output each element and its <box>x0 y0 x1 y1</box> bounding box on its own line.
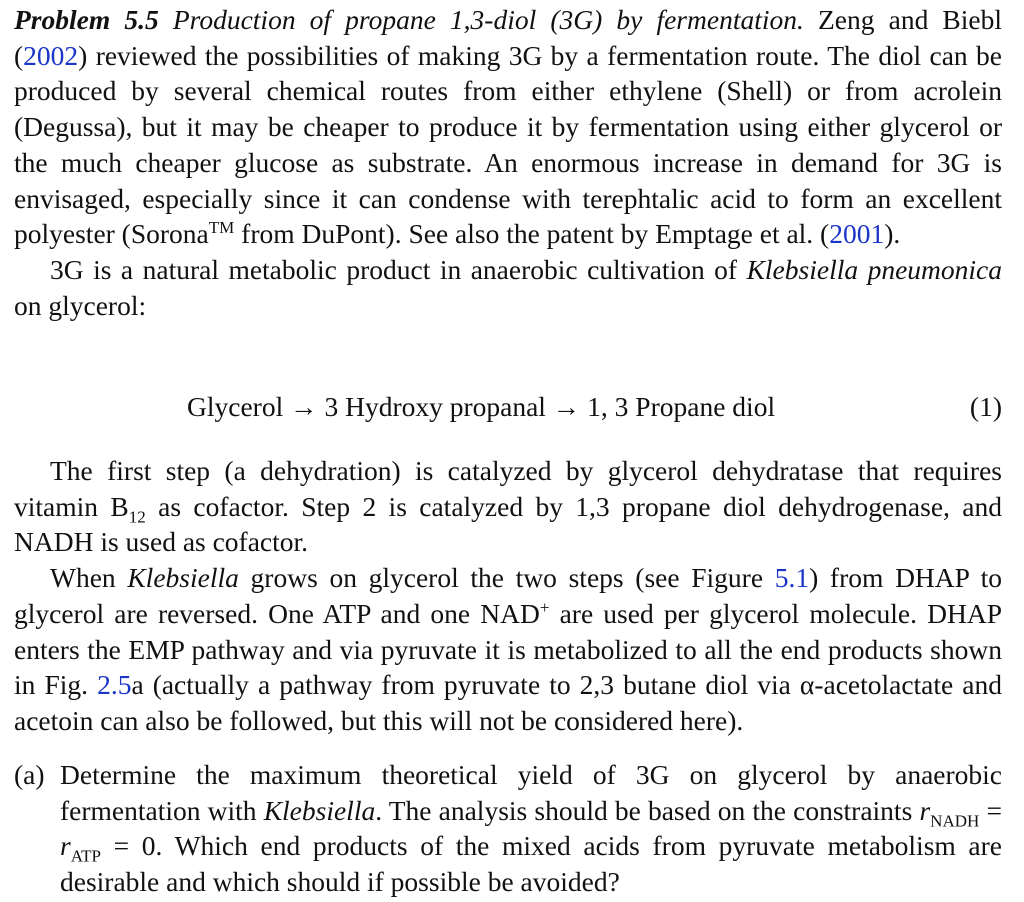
pathway-text-3: ) from DHAP to glycerol are reversed. One ATP and one NAD <box>14 562 1002 629</box>
pathway-text-5: a (actually a pathway from pyruvate to 2,3 butane diol via α-acetolactate and acetoin can also be followed, but this will not be considered here). <box>14 669 1002 736</box>
rate-symbol-atp: r <box>60 830 71 862</box>
question-text-3: . Which end products of the mixed acids from pyruvate metabolism are desirable and which should if possible be avoided? <box>60 830 1002 898</box>
problem-title: Production of propane 1,3-diol (3G) by fermentation. <box>172 4 804 35</box>
klebsiella-text-2: on glycerol: <box>14 289 147 321</box>
species-name: Klebsiella pneumonica <box>746 253 1002 285</box>
reference-link-emptage[interactable]: 2001 <box>829 218 885 250</box>
dehydration-paragraph <box>14 453 1002 560</box>
problem-intro-paragraph <box>14 2 1002 252</box>
problem-text-2: ) reviewed the possibilities of making 3G by a fermentation route. The diol can be produced by several chemical routes from either ethylene (Shell) or from acrolein (Degussa), but it may be cheaper to produce it by fermentation using either glycerol or the much cheaper glucose as substrate. An enormous increase in demand for 3G is envisaged, especially since it can condense with terephtalic acid to form an excellent polyester (Sorona <box>14 39 1002 250</box>
figure-link-5-1[interactable]: 5.1 <box>774 562 810 594</box>
equation-text: Glycerol → 3 Hydroxy propanal → 1, 3 Propane diol <box>187 391 776 422</box>
problem-text-1: Zeng and Biebl ( <box>14 4 1003 71</box>
mechanism-section <box>14 453 1002 739</box>
problem-text-3: from DuPont). See also the patent by Emptage et al. ( <box>234 218 830 250</box>
question-text-1: Determine the maximum theoretical yield of 3G on glycerol by anaerobic fermentation with <box>60 759 1002 826</box>
klebsiella-paragraph <box>14 252 1002 323</box>
question-text <box>60 757 1002 900</box>
question-a <box>14 757 1002 900</box>
pathway-paragraph <box>14 560 1002 739</box>
pathway-text-4: are used per glycerol molecule. DHAP enters the EMP pathway and via pyruvate it is metabolized to all the end products shown in Fig. <box>14 597 1002 701</box>
pathway-text-1: When <box>50 562 128 594</box>
dehydration-text-2: as cofactor. Step 2 is catalyzed by 1,3 propane diol dehydrogenase, and NADH is used as cofactor. <box>14 490 1002 558</box>
rate-subscript-atp: ATP <box>70 846 101 866</box>
equals-sign-1: = <box>979 794 1003 826</box>
nad-superscript: + <box>539 597 550 617</box>
pathway-species: Klebsiella <box>127 562 239 594</box>
question-text-2: . The analysis should be based on the constraints <box>375 794 920 826</box>
dehydration-text-1: The first step (a dehydration) is catalyzed by glycerol dehydratase that requires vitamin B <box>14 455 1002 522</box>
rate-subscript-nadh: NADH <box>930 811 980 831</box>
figure-link-2-5[interactable]: 2.5 <box>97 669 132 701</box>
document-page <box>14 0 1003 898</box>
equation-number: (1) <box>969 391 1002 422</box>
question-label: (a) <box>14 759 45 790</box>
equals-zero: = 0 <box>101 830 156 862</box>
reference-link-zeng-biebl[interactable]: 2002 <box>23 39 79 71</box>
trademark-superscript: TM <box>208 218 235 238</box>
problem-text-4: ). <box>884 218 901 250</box>
pathway-text-2: grows on glycerol the two steps (see Figure <box>238 562 775 594</box>
question-species: Klebsiella <box>263 794 376 826</box>
klebsiella-text-1: 3G is a natural metabolic product in anaerobic cultivation of <box>50 253 747 285</box>
vitamin-subscript: 12 <box>128 507 146 527</box>
rate-symbol-nadh: r <box>919 794 931 826</box>
problem-label: Problem 5.5 <box>14 4 159 35</box>
